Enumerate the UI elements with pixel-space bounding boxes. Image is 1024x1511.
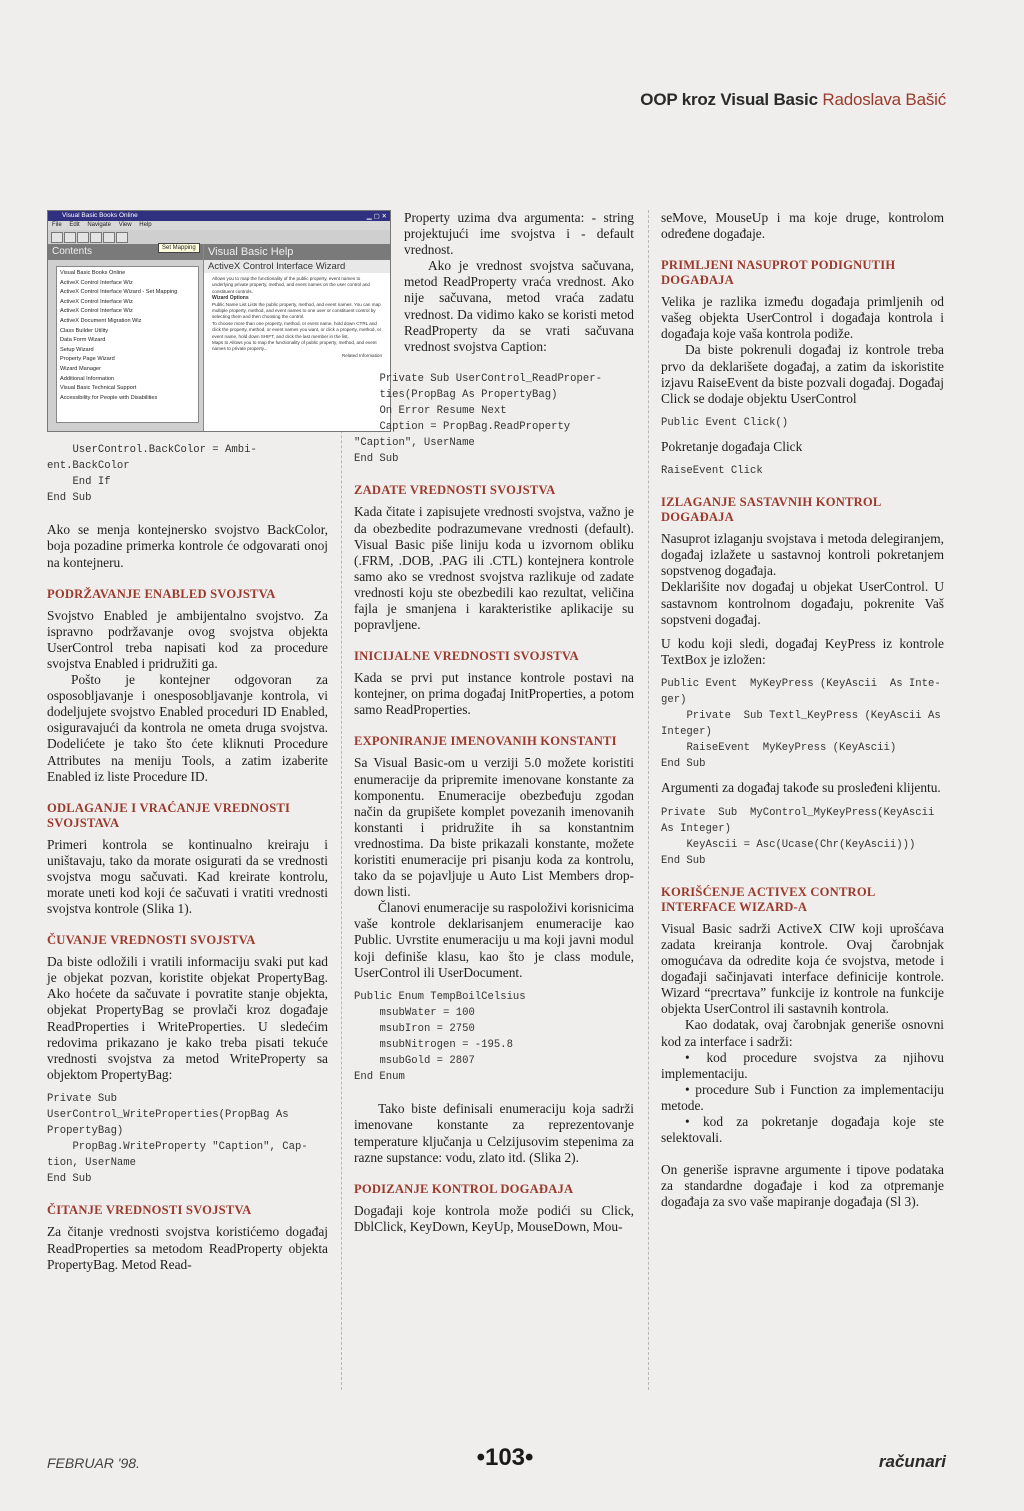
section-heading: KORIŠĆENJE ACTIVEX CONTROL INTERFACE WIZARD-A: [661, 884, 875, 914]
paragraph: Za čitanje vrednosti svojstva koristićemo događaj ReadProperties sa metodom ReadProperty objekta PropertyBag. Metod Read-: [47, 1224, 328, 1272]
paragraph: Članovi enumeracije su raspoloživi korisnicima vaše kontrole deklarisanjem enumeracije kao Public. Uvrstite enumeraciju u ma koji javni modul koji definiše klasu, kao što je class module, UserControl ili UserDocument.: [354, 900, 634, 980]
figure-tooltip: Set Mapping: [158, 243, 200, 253]
code-block: Private Sub MyControl_MyKeyPress(KeyAscii As Integer) KeyAscii = Asc(Ucase(Chr(KeyAscii))) End Sub: [661, 806, 935, 867]
tree-item: Wizard Manager: [60, 365, 102, 372]
paragraph: Tako biste definisali enumeraciju koja sadrži imenovane konstante za reprezentovanje temperature ključanja u Celzijusovim stepenima za razne supstance: vodu, zlato itd. (Slika 2).: [354, 1101, 634, 1165]
bullet-item: • kod procedure svojstva za njihovu implementaciju.: [661, 1049, 944, 1081]
tree-item: ActiveX Control Interface Wiz: [60, 298, 133, 305]
code-block: Public Event Click(): [661, 416, 789, 429]
paragraph: Property uzima dva argumenta: - string projektujući ime svojstva i - default vrednost.: [404, 210, 634, 258]
paragraph: U kodu koji sledi, događaj KeyPress iz kontrole TextBox je izložen:: [661, 635, 944, 667]
help-body: Allows you to map the functionality of the public property, event names to underlying private property, method, and event names on the user control and constituent controls. Wizard Options Public Name List Lists the public property, method, and event names. You can map multiple property, method, and event names to one user or constituent control by selecting them and then choosing the control. To choose more than one property, method, or event name, hold down CTRL and click the property, method, or event names you want, or click a property, method, or event name, hold down SHIFT, and click the last member in the list. Maps to Allows you to map the functionality of public property, method, and event names to private property... Related Information: [212, 276, 382, 358]
tree-item: Class Builder Utility: [60, 327, 109, 334]
bullet-item: • kod za pokretanje događaja koje ste selektovali.: [661, 1114, 944, 1146]
code-block: Public Enum TempBoilCelsius msubWater = 100 msubIron = 2750 msubNitrogen = -195.8 msubGold = 2807 End Enum: [354, 990, 526, 1084]
paragraph: On generiše ispravne argumente i tipove podataka za standardne događaje i kod za otpremanje događaja za svo vaše mapiranje događaja (Sl 3).: [661, 1162, 944, 1210]
code-block: Private Sub UserControl_ReadProper- ties(PropBag As PropertyBag) On Error Resume Next Caption = PropBag.ReadProperty "Caption", UserName End Sub: [354, 372, 602, 466]
paragraph: Pokretanje događaja Click: [661, 438, 803, 454]
header-author: Radoslava Bašić: [822, 90, 946, 109]
page-number: •103•: [476, 1444, 534, 1471]
header-title: OOP kroz Visual Basic: [640, 90, 818, 109]
paragraph: Svojstvo Enabled je ambijentalno svojstvo. Za ispravno podržavanje ovog svojstva objekta UserControl treba napisati kod za procedure svojstva Enabled i pridružiti ga.: [47, 607, 328, 671]
figure-menubar: File Edit Navigate View Help: [48, 221, 390, 230]
paragraph: Velika je razlika između događaja primljenih od vašeg objekta UserControl i događaja kontrola i događaja koje vaša kontrola podiže.: [661, 294, 944, 342]
paragraph: Događaji koje kontrola može podići su Click, DblClick, KeyDown, KeyUp, MouseDown, Mou-: [354, 1202, 634, 1234]
section-heading: PODRŽAVANJE ENABLED SVOJSTVA: [47, 586, 276, 601]
column-3: [661, 210, 944, 1211]
paragraph: Kada se prvi put instance kontrole postavi na kontejner, on prima događaj InitProperties, a potom samo ReadProperties.: [354, 670, 634, 718]
column-divider-2: [648, 210, 649, 1390]
magazine-name: računari: [878, 1452, 946, 1471]
tree-item: Visual Basic Books Online: [60, 270, 126, 276]
help-tab: Visual Basic Help: [204, 244, 390, 260]
figure-window-title: Visual Basic Books Online: [62, 212, 138, 219]
section-heading: ODLAGANJE I VRAĆANJE VREDNOSTI SVOJSTAVA: [47, 800, 291, 830]
paragraph: Sa Visual Basic-om u verziji 5.0 možete koristiti enumeracije da pripremite imenovane konstante za komponentu. Enumeracije obezbeđuju zgodan način da grupišete komplet povezanih imenovanih konstanti i pridružite ih sa konstantnim vrednostima. Da biste prikazali konstante, možete koristiti enumeracije pri pisanju koda za kontrolu, tako da se pojavljuje u Auto List Members drop-down listi.: [354, 755, 634, 900]
tree-item: Data Form Wizard: [60, 337, 106, 344]
footer-issue: FEBRUAR '98.: [47, 1455, 140, 1471]
tree-item: ActiveX Control Interface Wiz: [60, 308, 133, 315]
column-2: [354, 210, 634, 1235]
code-block: Public Event MyKeyPress (KeyAscii As Inte- ger) Private Sub Textl_KeyPress (KeyAscii As Integer) RaiseEvent MyKeyPress (KeyAscii) End Sub: [661, 677, 941, 771]
tree-item: Property Page Wizard: [60, 356, 115, 363]
section-heading: ZADATE VREDNOSTI SVOJSTVA: [354, 483, 556, 498]
tree-item: Setup Wizard: [60, 346, 94, 353]
code-block: Private Sub UserControl_WriteProperties(PropBag As PropertyBag) PropBag.WriteProperty "Caption", Cap- tion, UserName End Sub: [47, 1092, 308, 1186]
tree-item: Additional Information: [60, 375, 115, 382]
paragraph: Primeri kontrola se kontinualno kreiraju i uništavaju, tako da morate osigurati da se vrednosti svojstva mogu sačuvati. Kad kreirate kontrolu, morate uneti kod koji će sačuvati i vratiti vrednosti svojstva kontrole (Slika 1).: [47, 836, 328, 917]
section-heading: ČUVANJE VREDNOSTI SVOJSTVA: [47, 933, 256, 948]
code-block: UserControl.BackColor = Ambi- ent.BackColor End If End Sub: [47, 444, 257, 505]
window-controls-icon: ▁ ▢ ✕: [366, 213, 387, 220]
contents-tab: Contents: [48, 244, 203, 260]
paragraph: Ako je vrednost svojstva sačuvana, metod ReadProperty vraća vrednost. Ako nije sačuvana, metod vraća zadatu vrednost. Da vidimo kako se koristi metod ReadProperty da se vrati sačuvana vrednost svojstva Caption:: [404, 258, 634, 354]
section-heading: IZLAGANJE SASTAVNIH KONTROL DOGAĐAJA: [661, 495, 881, 525]
paragraph: Da biste odložili i vratili informaciju svaki put kad je objekat pozvan, koristite objekat PropertyBag. Ako hoćete da sačuvate i povratite stanje objekta, objekat PropertyBag se provlači kroz događaje ReadProperties i WriteProperties. U sledećim redovima prikazano je kako treba pisati tekuće vrednosti svojstva za metod WriteProperty sa objektom PropertyBag:: [47, 954, 328, 1082]
paragraph: Kada čitate i zapisujete vrednosti svojstva, važno je da obezbedite podrazumevane vrednosti (default). Visual Basic piše liniju koda u izvornom obliku (.FRM, .DOB, .PAG ili .CTL) kontejnera kontrole samo ako se vrednost svojstva razlikuje od zadate vrednosti koju ste obezbedili kao rezultat, veličina fajla je smanjena i karakteristike aplikacije su popravljene.: [354, 504, 634, 633]
running-header: [640, 90, 946, 110]
section-heading: PODIZANJE KONTROL DOGAĐAJA: [354, 1181, 574, 1196]
paragraph: Kao dodatak, ovaj čarobnjak generiše osnovni kod za interface i sadrži:: [661, 1017, 944, 1049]
section-heading: INICIJALNE VREDNOSTI SVOJSTVA: [354, 649, 579, 664]
code-block: RaiseEvent Click: [661, 465, 763, 478]
tree-item: ActiveX Control Interface Wiz: [60, 279, 133, 286]
tree-item: ActiveX Control Interface Wizard - Set Mapping: [60, 289, 178, 296]
paragraph: Da biste pokrenuli događaj iz kontrole treba prvo da deklarišete događaj, a zatim da iskoristite izjavu RaiseEvent da biste pozvali događaj. Događaj Click se dodaje objektu UserControl: [661, 342, 944, 406]
paragraph: Nasuprot izlaganju svojstava i metoda delegiranjem, događaj izlažete u sastavnoj kontroli pokretanjem sopstvenog događaja.: [661, 531, 944, 579]
tree-item: Visual Basic Technical Support: [60, 385, 137, 392]
tree-item: ActiveX Document Migration Wiz: [60, 317, 142, 324]
paragraph: seMove, MouseUp i ma koje druge, kontrolom određene događaje.: [661, 210, 944, 242]
section-heading: PRIMLJENI NASUPROT PODIGNUTIH DOGAĐAJA: [661, 258, 896, 288]
column-1: [47, 210, 328, 1273]
paragraph: Pošto je kontejner odgovoran za osposobljavanje i onesposobljavanje kontrola, vi dodeljujete svojstvo Enabled proceduri ID Enabled, osiguravajući da kontrola ne ometa druga svojstva. Dodelićete je tako što ćete kliknuti Procedure Attributes na meniju Tools, a zatim izaberite Enabled iz liste Procedure ID.: [47, 672, 328, 784]
paragraph: Deklarišite nov događaj u objekat UserControl. U sastavnom kontrolnom događaju, pokrenite Vaš sopstveni događaj.: [661, 579, 944, 627]
help-page-title: ActiveX Control Interface Wizard: [204, 260, 390, 273]
bullet-item: • procedure Sub i Function za implementaciju metode.: [661, 1081, 944, 1113]
section-heading: EXPONIRANJE IMENOVANIH KONSTANTI: [354, 734, 617, 749]
paragraph: Argumenti za događaj takođe su prosleđeni klijentu.: [661, 780, 941, 796]
section-heading: ČITANJE VREDNOSTI SVOJSTVA: [47, 1203, 252, 1218]
paragraph: Ako se menja kontejnersko svojstvo BackColor, boja pozadine primerka kontrole će odgovarati onoj na kontejneru.: [47, 522, 328, 570]
paragraph: Visual Basic sadrži ActiveX CIW koji uprošćava zadata kreiranja kontrole. Ovaj čarobnjak omogućava da odredite koja će svojstva, metode i događaji sačinjavati interface definicije kontrole. Wizard “precrtava” funkcije iz kontrole na funkcije objekta UserControl ili sastavnih kontrola.: [661, 920, 944, 1017]
tree-item: Accessibility for People with Disabilities: [60, 394, 158, 401]
